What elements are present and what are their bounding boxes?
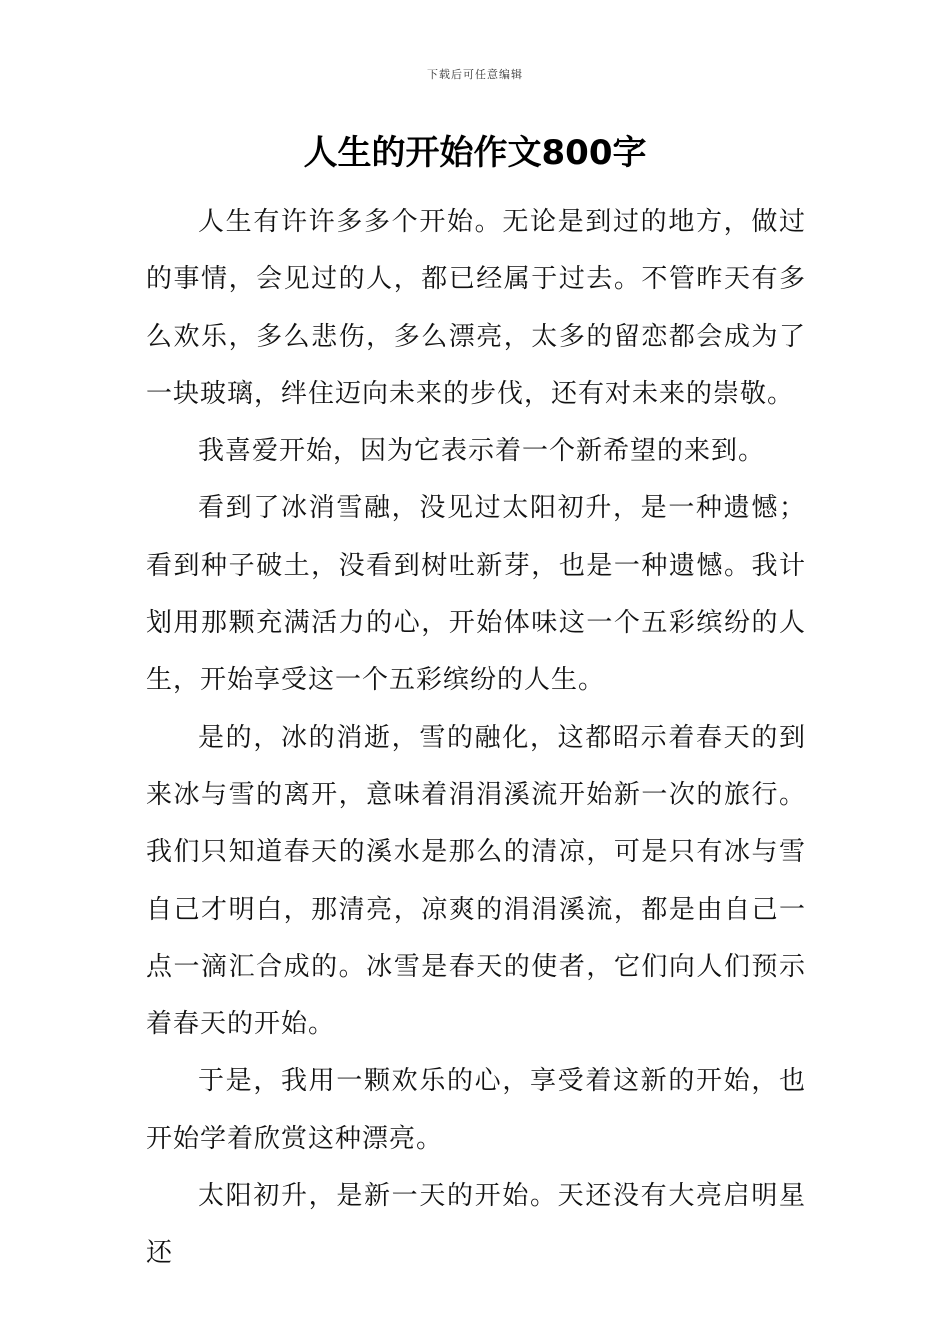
- paragraph-3: 看到了冰消雪融，没见过太阳初升，是一种遗憾；看到种子破土，没看到树吐新芽，也是一种遗憾。我计划用那颗充满活力的心，开始体味这一个五彩缤纷的人生，开始享受这一个五彩缤纷的人生。: [146, 493, 806, 696]
- paragraph-1: 人生有许许多多个开始。无论是到过的地方，做过的事情，会见过的人，都已经属于过去。不管昨天有多么欢乐，多么悲伤，多么漂亮，太多的留恋都会成为了一块玻璃，绊住迈向未来的步伐，还有对未来的崇敬。: [146, 207, 806, 409]
- document-body: [146, 194, 806, 1283]
- header-note: 下载后可任意编辑: [427, 68, 523, 81]
- paragraph-2: 我喜爱开始，因为它表示着一个新希望的来到。: [198, 436, 766, 467]
- paragraph-4: 是的，冰的消逝，雪的融化，这都昭示着春天的到来冰与雪的离开，意味着涓涓溪流开始新一次的旅行。我们只知道春天的溪水是那么的清凉，可是只有冰与雪自己才明白，那清亮，凉爽的涓涓溪流，都是由自己一点一滴汇合成的。冰雪是春天的使者，它们向人们预示着春天的开始。: [146, 722, 806, 1040]
- paragraph-5: 于是，我用一颗欢乐的心，享受着这新的开始，也开始学着欣赏这种漂亮。: [146, 1066, 806, 1154]
- paragraph-6: 太阳初升，是新一天的开始。天还没有大亮启明星还: [146, 1181, 806, 1269]
- document-title: 人生的开始作文800字: [303, 133, 647, 173]
